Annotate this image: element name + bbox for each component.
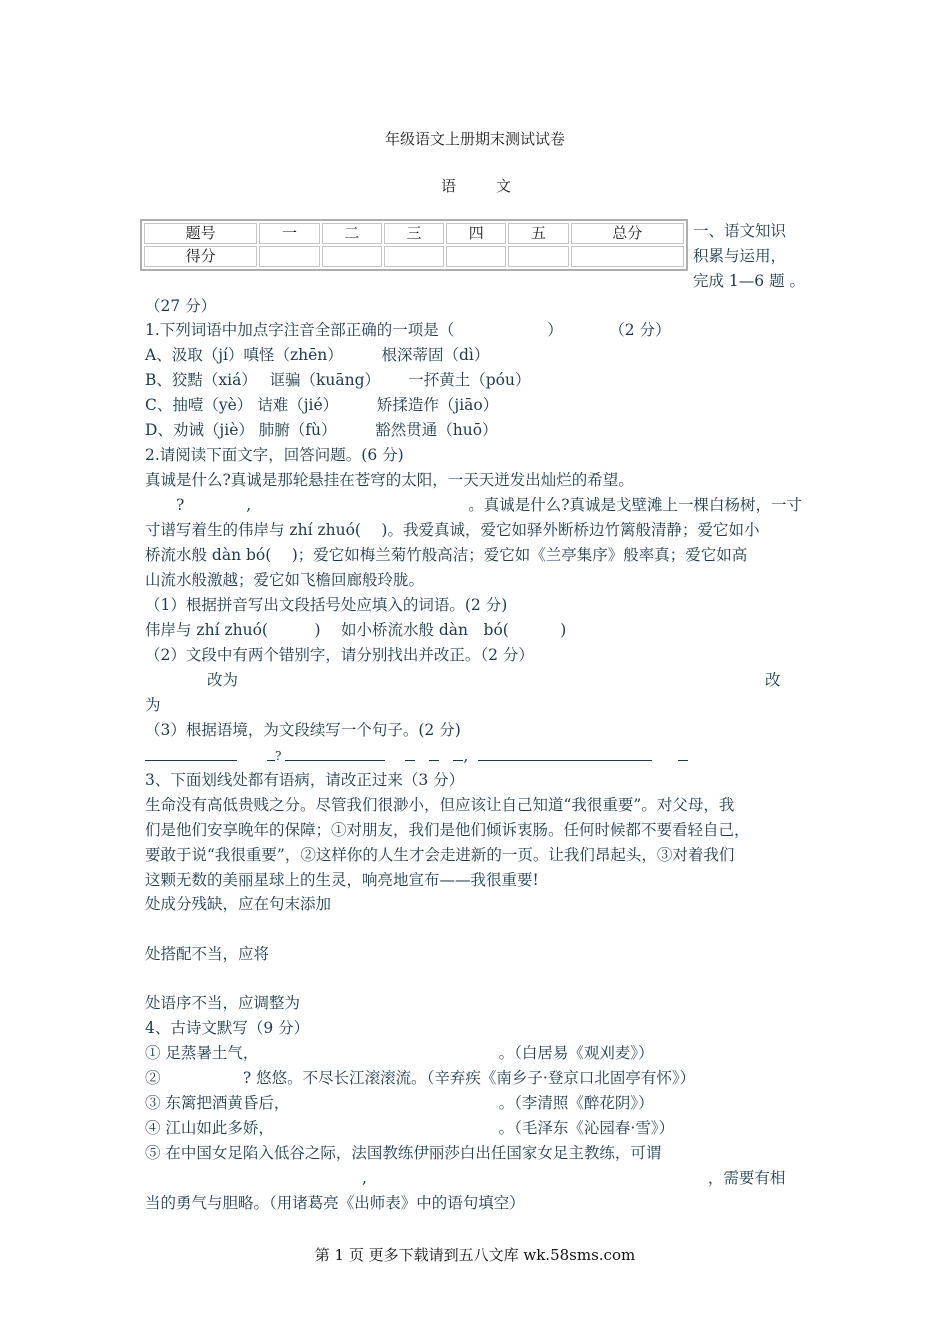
score-table (140, 219, 688, 271)
score-input-cell[interactable] (259, 246, 319, 267)
page-footer: 第 1 页 更多下载请到五八文库 wk.58sms.com (314, 1246, 636, 1264)
q2-passage-line: ? , 。真诚是什么?真诚是戈壁滩上一棵白杨树，一寸 (145, 496, 803, 514)
q4-line: , ，需要有相 (145, 1169, 786, 1187)
score-table-score-row (144, 246, 684, 267)
answer-blank[interactable] (678, 746, 688, 761)
q4-stem: 4、古诗文默写（9 分） (145, 1019, 310, 1037)
q1-option-a: A、汲取（jí）嗔怪（zhēn） 根深蒂固（dì） (145, 346, 490, 364)
q4-line: ⑤ 在中国女足陷入低谷之际，法国教练伊丽莎白出任国家女足主教练，可谓 (145, 1144, 662, 1162)
section1-heading-line1: 一、语文知识 (693, 222, 787, 240)
score-cell: 五 (508, 223, 568, 244)
q2-sub1: （1）根据拼音写出文段括号处应填入的词语。(2 分) (145, 596, 508, 614)
section1-heading-line3: 完成 1—6 题 。 (693, 272, 806, 290)
score-input-cell[interactable] (322, 246, 382, 267)
score-input-cell[interactable] (508, 246, 568, 267)
score-cell: 题号 (144, 223, 257, 244)
answer-blank[interactable] (285, 746, 385, 761)
section1-heading-line2: 积累与运用， (693, 247, 787, 265)
score-cell: 四 (446, 223, 506, 244)
q3-stem: 3、下面划线处都有语病，请改正过来（3 分） (145, 771, 465, 789)
score-cell: 总分 (571, 223, 684, 244)
answer-blank[interactable] (429, 746, 439, 761)
q2-sub3: （3）根据语境，为文段续写一个句子。(2 分) (145, 721, 461, 739)
answer-blank[interactable] (478, 746, 652, 761)
q2-stem: 2.请阅读下面文字，回答问题。(6 分) (145, 446, 404, 464)
q2-sub2-change2: 改 (765, 671, 781, 689)
q1-stem: 1.下列词语中加点字注音全部正确的一项是（ ） （2 分） (145, 321, 671, 339)
q1-option-c: C、抽噎（yè） 诘难（jié） 矫揉造作（jiāo） (145, 396, 499, 414)
exam-title: 年级语文上册期末测试试卷 (384, 130, 565, 148)
q4-line: ③ 东篱把酒黄昏后， 。（李清照《醉花阴》） (145, 1094, 654, 1112)
q2-passage-line: 桥流水般 dàn bó( )；爱它如梅兰菊竹般高洁；爱它如《兰亭集序》般率真；爱它如高 (145, 546, 748, 564)
answer-blank[interactable] (405, 746, 415, 761)
q1-option-b: B、狡黠（xiá） 诓骗（kuāng） 一抔黄土（póu） (145, 371, 531, 389)
q2-passage-line: 山流水般激越；爱它如飞檐回廊般玲胧。 (145, 571, 425, 589)
score-cell: 得分 (144, 246, 257, 267)
q3-fix3: 处语序不当，应调整为 (145, 994, 301, 1012)
q2-sub3-answer-line (145, 744, 688, 769)
q2-sub3-comma: , (463, 747, 469, 765)
q2-sub3-question-mark: ? (275, 749, 282, 763)
q4-line: ① 足蒸暑土气， 。（白居易《观刈麦》） (145, 1044, 654, 1062)
answer-blank[interactable] (267, 746, 275, 761)
q2-passage-line: 真诚是什么?真诚是那轮悬挂在苍穹的太阳，一天天迸发出灿烂的希望。 (145, 471, 634, 489)
answer-blank[interactable] (453, 746, 463, 761)
subject-char-2: 文 (496, 177, 512, 195)
q3-passage-line: 们是他们安享晚年的保障；①对朋友，我们是他们倾诉衷肠。任何时候都不要看轻自己， (145, 821, 750, 839)
q3-fix1: 处成分残缺，应在句末添加 (145, 895, 332, 913)
q2-sub1-answer: 伟岸与 zhí zhuó( ) 如小桥流水般 dàn bó( ) (145, 621, 567, 639)
q4-line: ② ? 悠悠。不尽长江滚滚流。（辛弃疾《南乡子·登京口北固亭有怀》） (145, 1069, 696, 1087)
score-cell: 一 (259, 223, 319, 244)
q2-sub2: （2）文段中有两个错别字，请分别找出并改正。（2 分） (145, 646, 534, 664)
section1-points: （27 分） (145, 297, 217, 315)
q4-line: ④ 江山如此多娇， 。（毛泽东《沁园春·雪》） (145, 1119, 675, 1137)
subject-char-1: 语 (441, 177, 457, 195)
q2-passage-line: 寸谱写着生的伟岸与 zhí zhuó( )。我爱真诚，爱它如驿外断桥边竹篱般清静；爱它如小 (145, 521, 760, 539)
q3-fix2: 处搭配不当，应将 (145, 945, 270, 963)
q2-sub2-change3: 为 (145, 696, 161, 714)
q1-option-d: D、劝诫（jiè） 肺腑（fù） 豁然贯通（huō） (145, 421, 498, 439)
q2-sub2-change1: 改为 (207, 671, 239, 689)
q3-passage-line: 生命没有高低贵贱之分。尽管我们很渺小，但应该让自己知道“我很重要”。对父母，我 (145, 796, 735, 814)
score-input-cell[interactable] (384, 246, 444, 267)
score-cell: 三 (384, 223, 444, 244)
score-input-cell[interactable] (571, 246, 684, 267)
q3-passage-line: 这颗无数的美丽星球上的生灵，响亮地宣布——我很重要! (145, 871, 539, 889)
score-cell: 二 (322, 223, 382, 244)
score-table-header-row (144, 223, 684, 244)
q4-line: 当的勇气与胆略。（用诸葛亮《出师表》中的语句填空） (145, 1194, 525, 1212)
answer-blank[interactable] (145, 746, 237, 761)
score-input-cell[interactable] (446, 246, 506, 267)
q3-passage-line: 要敢于说“我很重要”，②这样你的人生才会走进新的一页。让我们昂起头，③对着我们 (145, 846, 735, 864)
